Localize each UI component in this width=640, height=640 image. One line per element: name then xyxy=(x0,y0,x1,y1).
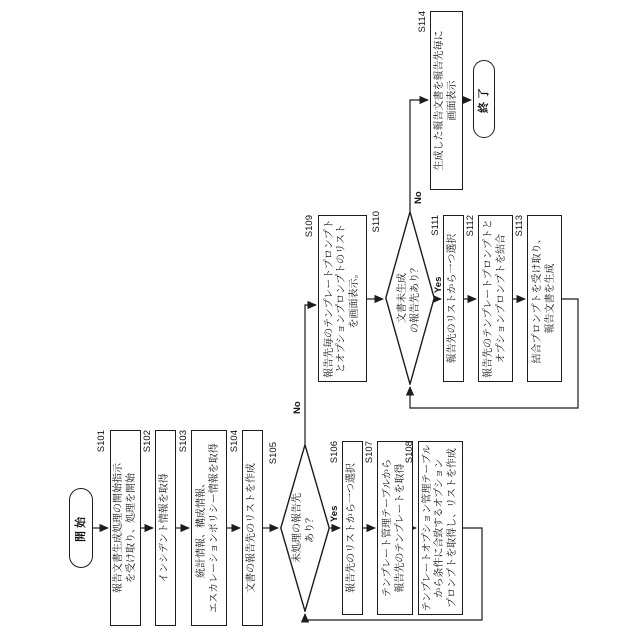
step-s109: 報告先毎のテンプレートプロンプト とオプションプロンプトのリスト を画面表示。 xyxy=(318,215,367,382)
step-label-s108: S108 xyxy=(404,441,415,464)
step-label-s111: S111 xyxy=(430,215,441,236)
step-s106: 報告先のリストから一つ選択 xyxy=(342,441,363,615)
step-s112: 報告先のテンプレートプロンプトと オプションプロンプトを結合 xyxy=(478,215,513,382)
end-node: 終了 xyxy=(473,60,495,138)
no-label-s110: No xyxy=(413,191,424,204)
step-label-s104: S104 xyxy=(229,430,240,453)
decision-s110 xyxy=(385,211,435,385)
step-s104: 文書の報告先のリストを作成 xyxy=(242,430,263,626)
no-label-s105: No xyxy=(292,401,303,414)
step-label-s105: S105 xyxy=(268,442,279,465)
step-label-s112: S112 xyxy=(465,215,476,237)
step-label-s102: S102 xyxy=(142,430,153,453)
arrow-s105-no-to-s109 xyxy=(305,305,316,444)
step-s102: インシデント情報を取得 xyxy=(155,430,176,626)
step-s101: 報告文書生成処理の開始指示 を受け取り、処理を開始 xyxy=(110,430,141,626)
decision-s105-text: 未処理の報告先 あり？ xyxy=(292,493,316,563)
step-s103: 統計情報、構成情報、 エスカレーションポリシー情報を取得 xyxy=(191,430,227,626)
decision-s110-text: 文書未生成 の報告先あり？ xyxy=(397,263,421,333)
step-label-s109: S109 xyxy=(304,215,315,238)
step-s107: テンプレート管理テーブルから 報告先のテンプレートを取得 xyxy=(377,441,413,615)
start-node: 開始 xyxy=(69,488,93,568)
step-label-s110: S110 xyxy=(371,211,382,233)
step-s113: 結合プロンプトを受け取り、 報告文書を生成 xyxy=(527,215,562,382)
step-s111: 報告先のリストから一つ選択 xyxy=(443,215,464,382)
step-s108: テンプレートオプション管理テーブル から条件に合致するオプション プロンプトを取得し、リストを作成 xyxy=(418,441,463,615)
yes-label-s110: Yes xyxy=(433,276,444,293)
step-label-s103: S103 xyxy=(178,430,189,453)
step-label-s113: S113 xyxy=(514,215,525,237)
step-label-s107: S107 xyxy=(364,441,375,464)
step-s114: 生成した報告文書を報告先毎に 画面表示 xyxy=(430,11,463,190)
decision-s105 xyxy=(280,444,330,612)
yes-label-s105: Yes xyxy=(329,505,340,522)
step-label-s106: S106 xyxy=(329,441,340,464)
step-label-s114: S114 xyxy=(417,11,428,33)
step-label-s101: S101 xyxy=(96,430,107,453)
